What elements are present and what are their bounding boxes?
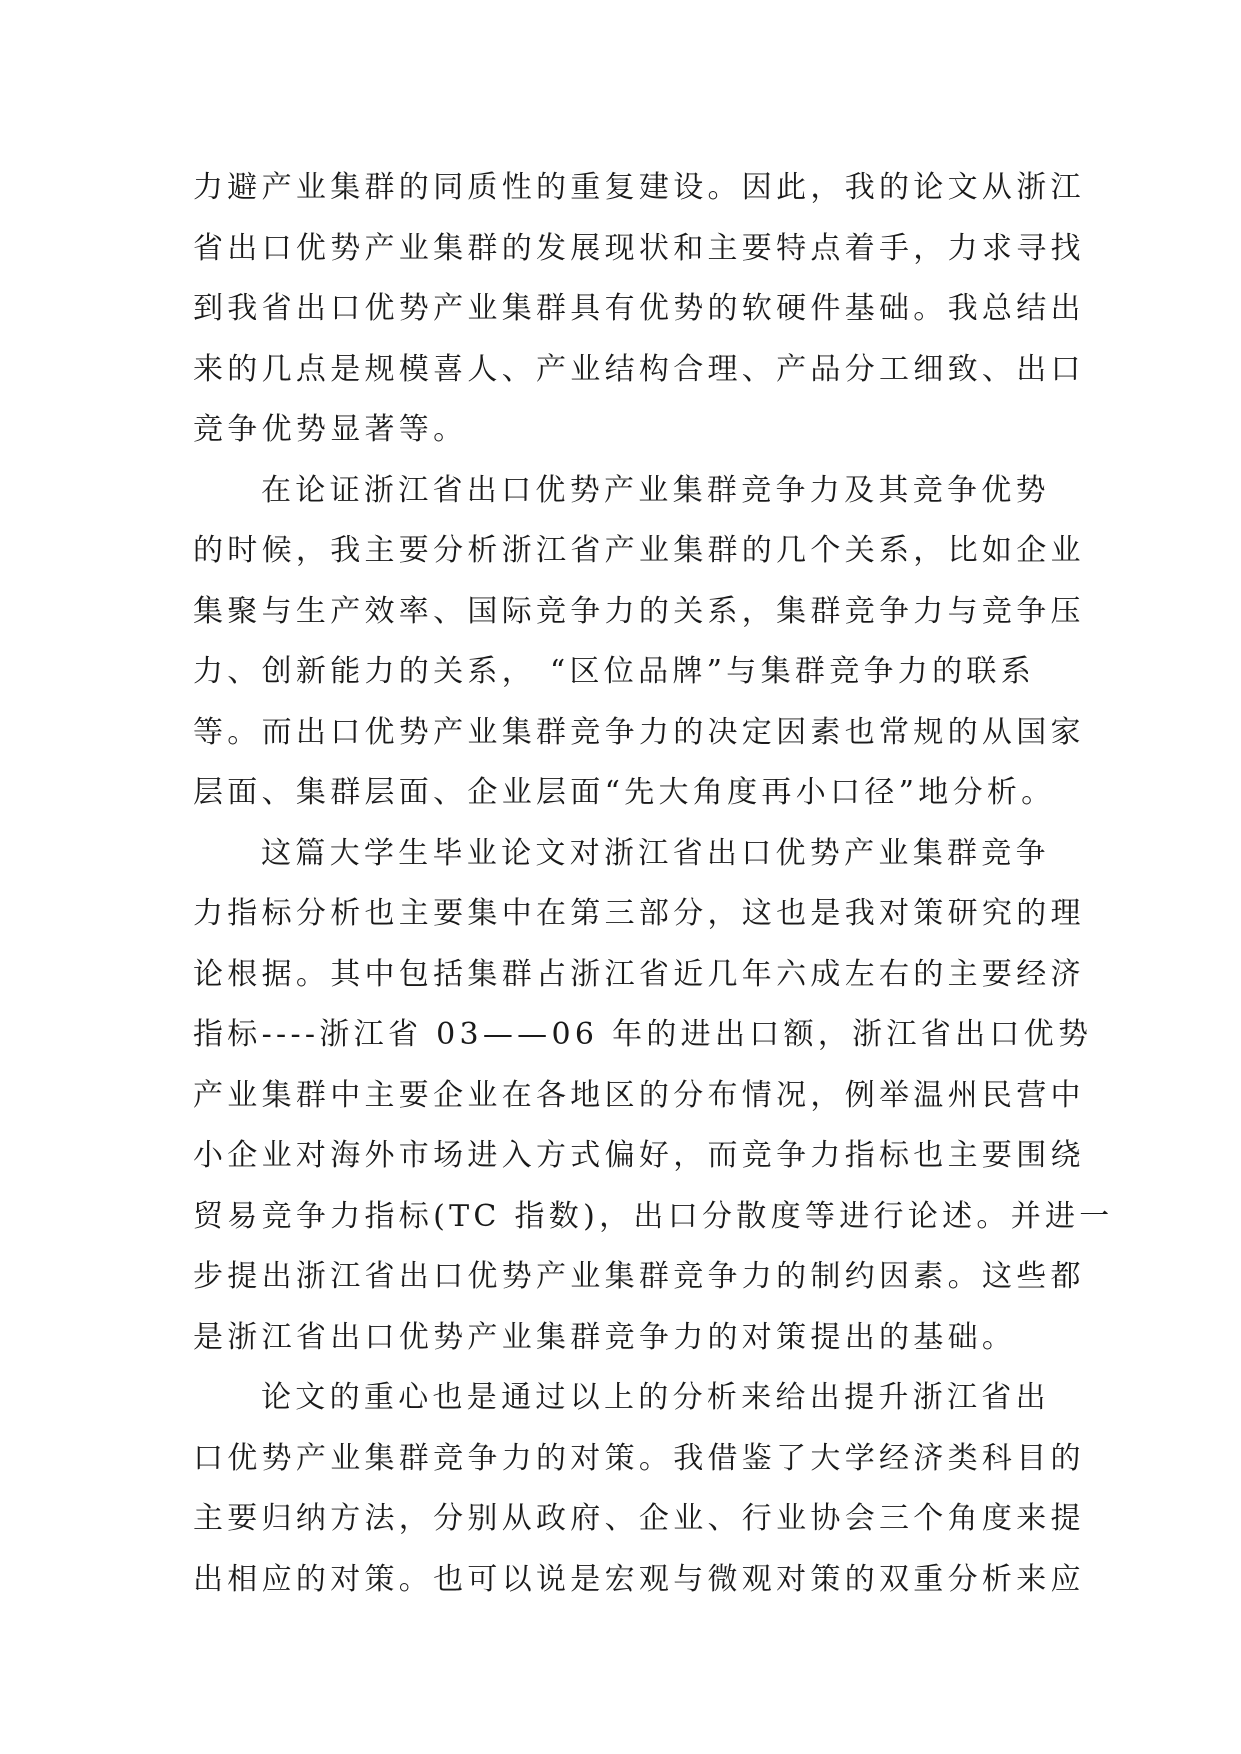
text-line: 集聚与生产效率、国际竞争力的关系，集群竞争力与竞争压 bbox=[193, 593, 1085, 629]
text-line: 产业集群中主要企业在各地区的分布情况，例举温州民营中 bbox=[193, 1077, 1085, 1113]
text-line: 到我省出口优势产业集群具有优势的软硬件基础。我总结出 bbox=[193, 291, 1085, 326]
text-line: 是浙江省出口优势产业集群竞争力的对策提出的基础。 bbox=[193, 1319, 1017, 1355]
paragraph-first-line: 在论证浙江省出口优势产业集群竞争力及其竞争优势 bbox=[261, 472, 1050, 508]
text-line: 竞争优势显著等。 bbox=[193, 412, 468, 447]
text-line: 主要归纳方法，分别从政府、企业、行业协会三个角度来提 bbox=[193, 1501, 1085, 1536]
text-line: 出相应的对策。也可以说是宏观与微观对策的双重分析来应 bbox=[193, 1561, 1085, 1597]
text-line: 力避产业集群的同质性的重复建设。因此，我的论文从浙江 bbox=[193, 170, 1085, 205]
text-line: 的时候，我主要分析浙江省产业集群的几个关系，比如企业 bbox=[193, 533, 1085, 568]
text-line: 力指标分析也主要集中在第三部分，这也是我对策研究的理 bbox=[193, 896, 1085, 931]
text-line: 贸易竞争力指标(TC 指数)，出口分散度等进行论述。并进一 bbox=[193, 1198, 1114, 1234]
text-line: 层面、集群层面、企业层面“先大角度再小口径”地分析。 bbox=[193, 775, 1056, 810]
paragraph-first-line: 这篇大学生毕业论文对浙江省出口优势产业集群竞争 bbox=[261, 835, 1050, 871]
text-line: 小企业对海外市场进入方式偏好，而竞争力指标也主要围绕 bbox=[193, 1138, 1085, 1173]
text-line: 步提出浙江省出口优势产业集群竞争力的制约因素。这些都 bbox=[193, 1259, 1085, 1294]
text-line: 来的几点是规模喜人、产业结构合理、产品分工细致、出口 bbox=[193, 351, 1085, 387]
text-line: 论根据。其中包括集群占浙江省近几年六成左右的主要经济 bbox=[193, 956, 1085, 992]
text-line: 指标----浙江省 03——06 年的进出口额，浙江省出口优势 bbox=[193, 1017, 1093, 1052]
text-line: 口优势产业集群竞争力的对策。我借鉴了大学经济类科目的 bbox=[193, 1440, 1085, 1476]
text-line: 等。而出口优势产业集群竞争力的决定因素也常规的从国家 bbox=[193, 714, 1085, 750]
text-line: 力、创新能力的关系， “区位品牌”与集群竞争力的联系 bbox=[193, 654, 1036, 689]
text-line: 省出口优势产业集群的发展现状和主要特点着手，力求寻找 bbox=[193, 230, 1085, 266]
body-text bbox=[193, 158, 1114, 1610]
paragraph-first-line: 论文的重心也是通过以上的分析来给出提升浙江省出 bbox=[261, 1380, 1050, 1415]
